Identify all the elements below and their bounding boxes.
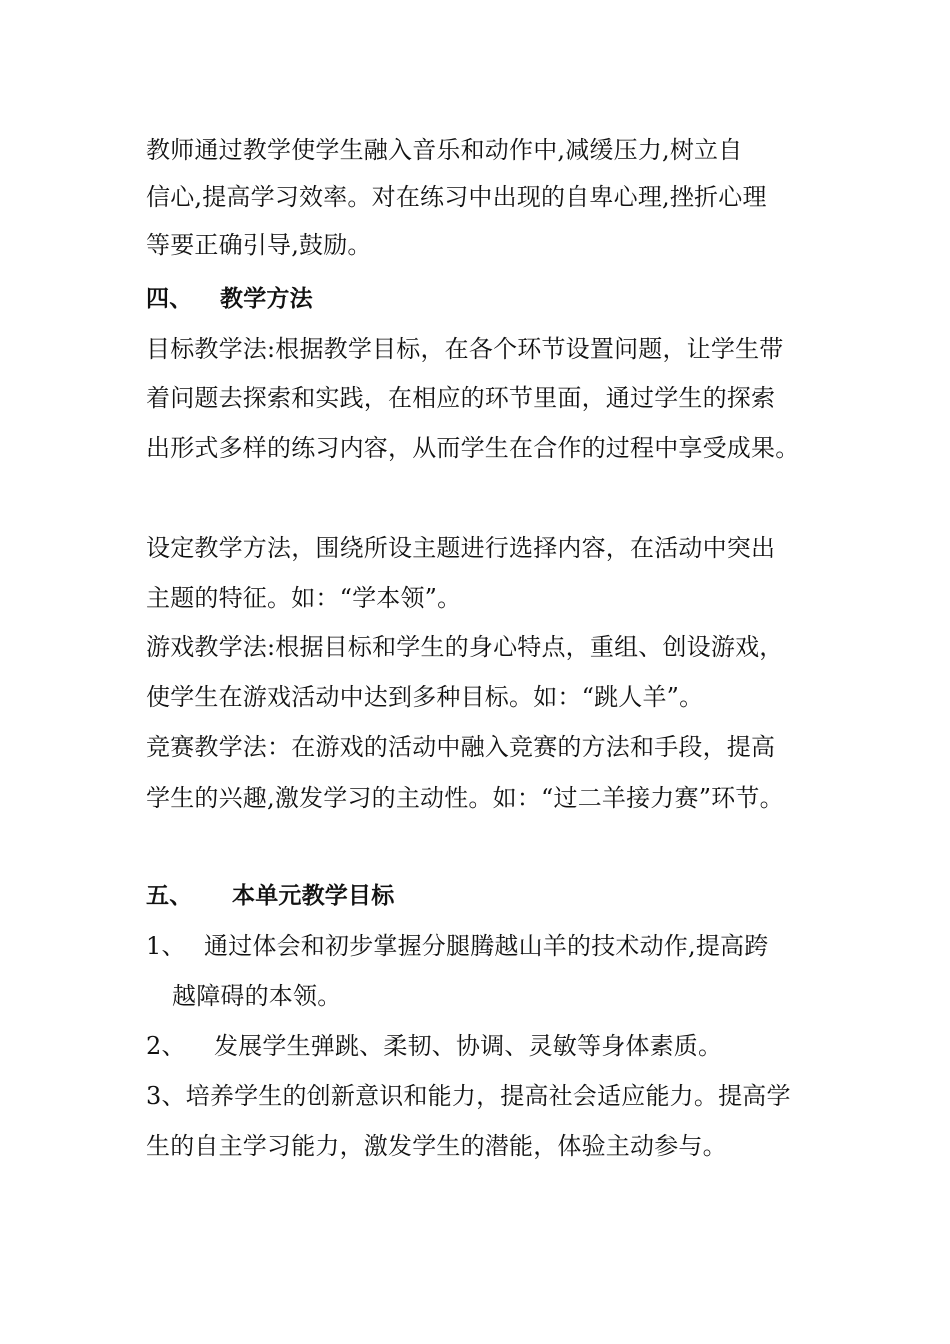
goal-text: 通过体会和初步掌握分腿腾越山羊的技术动作,提高跨 xyxy=(204,932,769,960)
goal-item-1 xyxy=(146,930,768,962)
goal-item-2 xyxy=(146,1030,722,1062)
method-line: 竞赛教学法：在游戏的活动中融入竞赛的方法和手段，提高 xyxy=(146,733,776,761)
paragraph-line: 信心,提高学习效率。对在练习中出现的自卑心理,挫折心理 xyxy=(146,183,767,211)
method-line: 主题的特征。如：“学本领”。 xyxy=(146,584,462,612)
section-title: 教学方法 xyxy=(220,286,313,312)
section-number: 四、 xyxy=(146,286,193,312)
method-line: 出形式多样的练习内容，从而学生在合作的过程中享受成果。 xyxy=(146,434,800,462)
paragraph-line: 等要正确引导,鼓励。 xyxy=(146,231,372,259)
section-heading-4 xyxy=(146,283,313,315)
method-line: 游戏教学法:根据目标和学生的身心特点，重组、创设游戏， xyxy=(146,633,784,661)
goal-item-3-continued: 生的自主学习能力，激发学生的潜能，体验主动参与。 xyxy=(146,1132,727,1160)
goal-item-1-continued: 越障碍的本领。 xyxy=(172,982,342,1010)
method-line: 使学生在游戏活动中达到多种目标。如：“跳人羊”。 xyxy=(146,683,704,711)
section-title: 本单元教学目标 xyxy=(232,883,395,909)
section-number: 五、 xyxy=(146,883,193,909)
method-line: 目标教学法:根据教学目标，在各个环节设置问题，让学生带 xyxy=(146,335,784,363)
goal-number: 2、 xyxy=(146,1032,186,1060)
method-line: 设定教学方法，围绕所设主题进行选择内容，在活动中突出 xyxy=(146,534,776,562)
goal-number: 1、 xyxy=(146,932,186,960)
paragraph-line: 教师通过教学使学生融入音乐和动作中,减缓压力,树立自 xyxy=(146,136,743,164)
goal-text: 发展学生弹跳、柔韧、协调、灵敏等身体素质。 xyxy=(214,1032,723,1060)
method-line: 学生的兴趣,激发学习的主动性。如：“过二羊接力赛”环节。 xyxy=(146,784,784,812)
method-line: 着问题去探索和实践，在相应的环节里面，通过学生的探索 xyxy=(146,384,776,412)
section-heading-5 xyxy=(146,880,394,912)
goal-item-3: 3、培养学生的创新意识和能力，提高社会适应能力。提高学 xyxy=(146,1082,791,1110)
